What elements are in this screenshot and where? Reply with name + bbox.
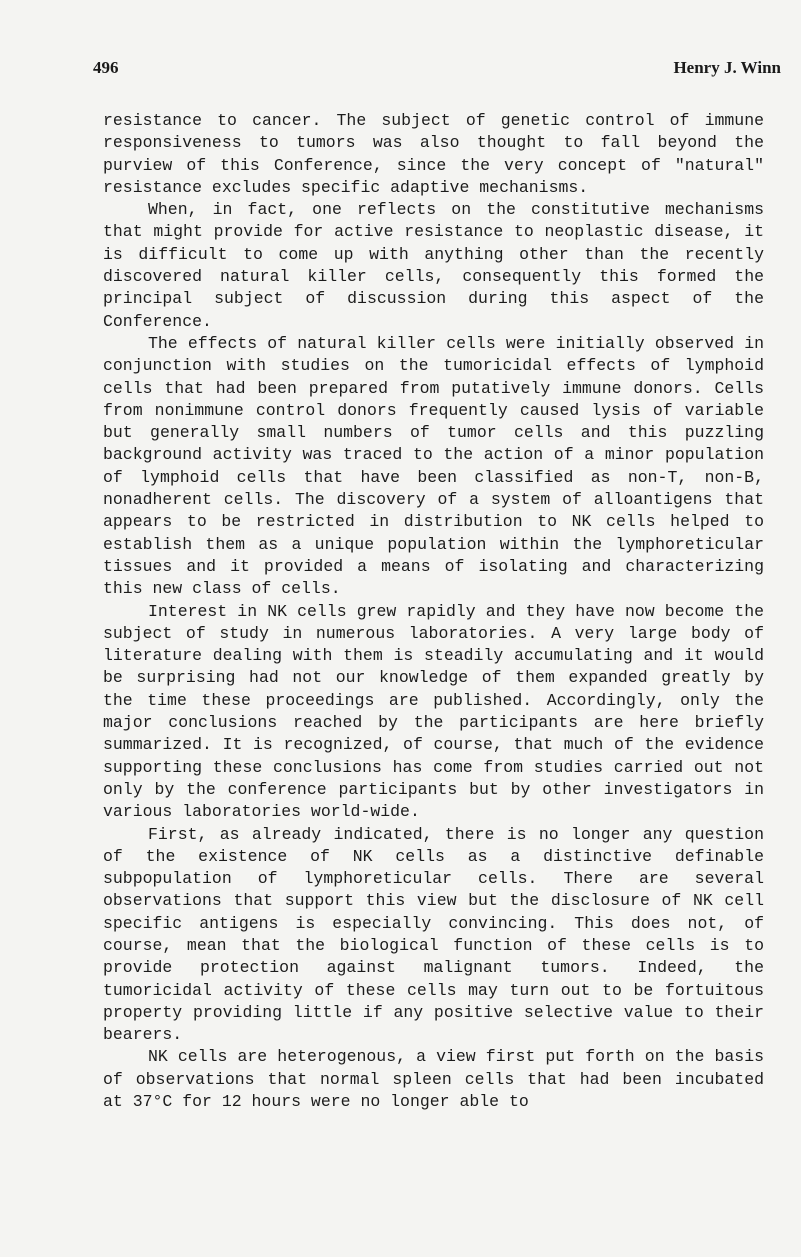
page-number: 496	[93, 58, 119, 77]
paragraph: First, as already indicated, there is no longer any question of the existence of NK cells as a distinctive definable subpopulation of lymphoreticular cells. There are several observations that support this view but the disclosure of NK cell specific antigens is especially convincing. This does not, of course, mean that the biological function of these cells is to provide protection against malignant tumors. Indeed, the tumoricidal activity of these cells may turn out to be fortuitous property providing little if any positive selective value to their bearers.	[103, 824, 764, 1045]
paragraph: Interest in NK cells grew rapidly and they have now become the subject of study in numerous laboratories. A very large body of literature dealing with them is steadily accumulating and it would be surprising had not our knowledge of them expanded greatly by the time these proceedings are published. Accordingly, only the major conclusions reached by the participants are here briefly summarized. It is recognized, of course, that much of the evidence supporting these conclusions has come from studies carried out not only by the conference participants but by other investigators in various laboratories world-wide.	[103, 601, 764, 822]
running-head: Henry J. Winn	[673, 58, 781, 77]
paragraph: resistance to cancer. The subject of genetic control of immune responsiveness to tumors was also thought to fall beyond the purview of this Conference, since the very concept of "natural" resistance excludes specific adaptive mechanisms.	[103, 111, 764, 197]
paragraph: NK cells are heterogenous, a view first put forth on the basis of observations that normal spleen cells that had been incubated at 37°C for 12 hours were no longer able to	[103, 1047, 764, 1112]
body-text	[103, 110, 764, 1113]
page-header	[93, 58, 781, 88]
paragraph: The effects of natural killer cells were initially observed in conjunction with studies on the tumoricidal effects of lymphoid cells that had been prepared from putatively immune donors. Cells from nonimmune control donors frequently caused lysis of variable but generally small numbers of tumor cells and this puzzling background activity was traced to the action of a minor population of lymphoid cells that have been classified as non-T, non-B, nonadherent cells. The discovery of a system of alloantigens that appears to be restricted in distribution to NK cells helped to establish them as a unique population within the lymphoreticular tissues and it provided a means of isolating and characterizing this new class of cells.	[103, 333, 764, 599]
paragraph: When, in fact, one reflects on the constitutive mechanisms that might provide for active resistance to neoplastic disease, it is difficult to come up with anything other than the recently discovered natural killer cells, consequently this formed the principal subject of discussion during this aspect of the Conference.	[103, 200, 764, 331]
